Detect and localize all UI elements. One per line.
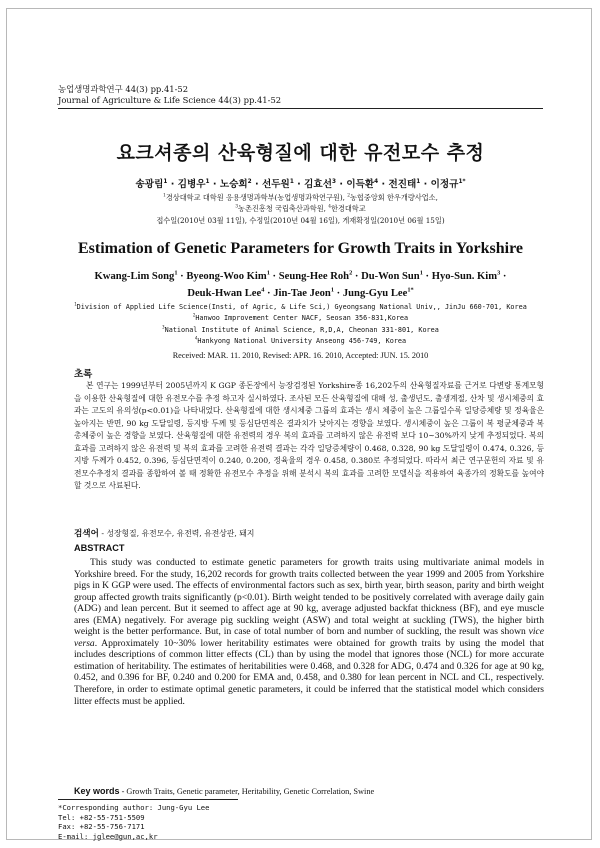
corresponding-tel: Tel: +82-55-751-5509 <box>58 812 145 822</box>
author-affiliation-mark: 2 <box>247 178 252 185</box>
author-affiliation-mark: 3 <box>497 269 501 277</box>
author-affiliation-mark: 3 <box>331 178 336 185</box>
author-name: 김효선$^3$ <box>304 178 336 190</box>
author-name: Byeong-Woo Kim$^1$ <box>186 269 270 282</box>
author-name: Kwang-Lim Song$^1$ <box>94 269 178 282</box>
author-name: 노승희$^2$ <box>219 178 252 190</box>
title-english: Estimation of Genetic Parameters for Growth Traits in Yorkshire <box>78 240 523 257</box>
corresponding-email[interactable]: E-mail: jglee@gun,ac,kr <box>58 831 158 841</box>
affiliation-en-4: $^4$Hankyong National University Anseong 456-749, Korea <box>194 335 407 345</box>
journal-ko: 농업생명과학연구 44(3) pp.41-52 <box>58 84 189 94</box>
keywords-english-list: - Growth Traits, Genetic parameter, Heritability, Genetic Correlation, Swine <box>119 787 375 796</box>
journal-header <box>58 84 543 109</box>
authors-english-line1: Kwang-Lim Song$^1$ · Byeong-Woo Kim$^1$ · Seung-Hee Roh$^2$ · Du-Won Sun$^1$ · Hyo-Sun. Kim$^3$ · <box>94 269 507 282</box>
keywords-korean-list: - 성장형질, 유전모수, 유전력, 유전상관, 돼지 <box>98 529 255 538</box>
author-affiliation-mark: 1 <box>205 178 210 185</box>
author-name: 김병우$^1$ <box>177 178 210 190</box>
abstract-english-heading: ABSTRACT <box>74 543 125 553</box>
authors-english <box>58 268 543 302</box>
keywords-korean-label: 검색어 <box>74 529 99 539</box>
author-name: Deuk-Hwan Lee$^4$ <box>187 286 265 299</box>
journal-en: Journal of Agriculture & Life Science 44(3) pp.41-52 <box>58 95 282 105</box>
author-affiliation-mark: 1* <box>407 286 414 294</box>
author-name: Seung-Hee Roh$^2$ <box>278 269 353 282</box>
abstract-korean-body: 본 연구는 1999년부터 2005년까지 K GGP 종돈장에서 능장검정된 Yorkshire종 16,202두의 산육형질자료를 근거로 다변량 통계모형을 이용한 산육형질에 대한 유전모수를 추정 하고자 실시하였다. 조사된 모든 산육형질에 대해 성, 출생년도, 출생계절, 산차 및 생시체중의 효과는 고도의 유의성(p<0.01)을 나타내었다. 산육형질에 대한 생시체중 그룹의 효과는 생시 체중이 높은 그룹일수록 일당증체량 및 정육율은 높아지는 반면, 90 kg 도달일령, 등지방 두께 및 등심단면적은 결과치가 낮아지는 경향을 보였다. 생시체중이 높은 그룹이 복 평균체중과 복 총체중이 높은 경향을 보였다. 산육형질에 대한 유전력의 경우 복의 효과를 고려하지 않은 유전력 보다 10~30%까지 낮게 추정되었다. 복의 효과를 고려하지 않은 유전력 및 복의 효과를 고려한 유전력 결과는 각각 일당증체량이 0.468, 0.328, 90 kg 도달일령이 0.474, 0.326, 등지방 두께가 0.452, 0.396, 등심단면적이 0.240, 0.200, 정육율의 경우 0.458, 0.380로 추정되었다. 따라서 최근 연구문헌의 자료 및 유전모수추정치 결과를 종합하여 볼 때 정확한 유전모수 추정을 위해 분석시 복의 효과를 고려한 모델식을 적용하여 육종가의 정확도를 높여야 할 것으로 사료된다. <box>74 381 544 491</box>
received-dates-korean: 접수일(2010년 03월 11일), 수정일(2010년 04월 16일), 게재확정일(2010년 06월 15일) <box>156 216 445 225</box>
affiliation-en-3: $^3$National Institute of Animal Science, R,D,A, Cheonan 331-801, Korea <box>162 324 439 334</box>
author-affiliation-mark: 1* <box>458 178 466 185</box>
author-affiliation-mark: 1 <box>174 269 178 277</box>
author-name: 이득환$^4$ <box>346 178 379 190</box>
affiliation-en-2: $^2$Hanwoo Improvement Center NACF, Seosan 356-831,Korea <box>192 313 409 323</box>
author-name: 이정규$^{1*}$ <box>430 178 466 190</box>
abstract-english-body: This study was conducted to estimate genetic parameters for growth traits using multivariate animal models in Yorkshire breed. For the study, 16,202 records for growth traits collected between the year 1999 and 2005 from Yorkshire pigs in K GGP were used. The effects of environmental factors such as sex, birth year, birth season, parity and birth weight group affected growth traits significantly (p<0.01). Birth weight tended to be positively correlated with average daily gain (ADG) and lean percent. But it seemed to affect age at 90 kg, average adjusted backfat thickness (BF), and eye muscle ares (EMA) negatively. For average pig suckling weight (ASW) and total weight at suckling (TWS), the higher birth weight is the better performance. But, in case of total number of born and number of suckling, the result was shown vice versa. Approximately 10~30% lower heritability estimates were obtained for growth traits by using the model that includes descriptions of common litter effects (CL) than by using the model that ignores those (NCL) for more accurate estimation of heritability. The estimates of heritabilities were 0.468, and 0.328 for ADG, 0.474 and 0.326 for age at 90 kg, 0.452, and 0.396 for BF, 0.240 and 0.200 for EMA and, 0.458, and 0.380 for lean percent in NCL and CL, respectively. Therefore, in order to estimate optimal genetic parameters, it could be inferred that the statistical model which considers litter effects must be applied. <box>74 557 544 707</box>
keywords-korean <box>74 527 254 539</box>
footnote-divider <box>58 799 238 800</box>
author-affiliation-mark: 1 <box>266 269 270 277</box>
abstract-korean-heading: 초록 <box>74 369 93 380</box>
authors-english-line2: Deuk-Hwan Lee$^4$ · Jin-Tae Jeon$^1$ · Jung-Gyu Lee$^{1*}$ <box>187 286 414 299</box>
corresponding-author-footnote <box>58 803 209 841</box>
author-affiliation-mark: 1 <box>330 286 335 294</box>
author-name: 전진태$^1$ <box>388 178 421 190</box>
corresponding-author: *Corresponding author: Jung-Gyu Lee <box>58 803 210 812</box>
author-name: Jin-Tae Jeon$^1$ <box>273 286 335 299</box>
author-name: 선두원$^1$ <box>262 178 294 190</box>
author-affiliation-mark: 4 <box>261 286 265 294</box>
affiliation-ko-line2: $^3$농촌진흥청 국립축산과학원, $^4$한경대학교 <box>235 204 366 213</box>
title-korean: 요크셔종의 산육형질에 대한 유전모수 추정 <box>116 142 485 164</box>
corresponding-fax: Fax: +82-55-756-7171 <box>58 822 145 832</box>
author-affiliation-mark: 2 <box>349 269 353 277</box>
author-name: Du-Won Sun$^1$ <box>361 269 423 282</box>
keywords-english <box>74 786 374 796</box>
author-name: Jung-Gyu Lee$^{1*}$ <box>342 286 414 299</box>
affiliation-ko-line1: $^1$경상대학교 대학원 응용생명과학부(농업생명과학연구원), $^2$농협중앙회 한우개량사업소, <box>163 193 438 202</box>
affiliation-en-1: $^1$Division of Applied Life Science(Insti, of Agric, & Life Sci,) Gyeongsang National Univ,, JinJu 660-701, Korea <box>74 301 527 311</box>
author-name: 송광림$^1$ <box>135 178 168 190</box>
author-affiliation-mark: 1 <box>416 178 421 185</box>
author-affiliation-mark: 1 <box>289 178 294 185</box>
keywords-english-label: Key words <box>74 786 120 796</box>
authors-korean-list: 송광림$^1$ · 김병우$^1$ · 노승희$^2$ · 선두원$^1$ · 김효선$^3$ · 이득환$^4$ · 전진태$^1$ · 이정규$^{1*}$ <box>135 178 466 190</box>
affiliations-english <box>58 302 543 347</box>
author-affiliation-mark: 4 <box>374 178 379 185</box>
author-affiliation-mark: 1 <box>419 269 423 277</box>
author-name: Hyo-Sun. Kim$^3$ <box>431 269 501 282</box>
received-dates-english: Received: MAR. 11. 2010, Revised: APR. 16. 2010, Accepted: JUN. 15. 2010 <box>172 351 429 360</box>
authors-korean <box>58 176 543 190</box>
author-affiliation-mark: 1 <box>163 178 168 185</box>
affiliations-korean <box>58 192 543 214</box>
